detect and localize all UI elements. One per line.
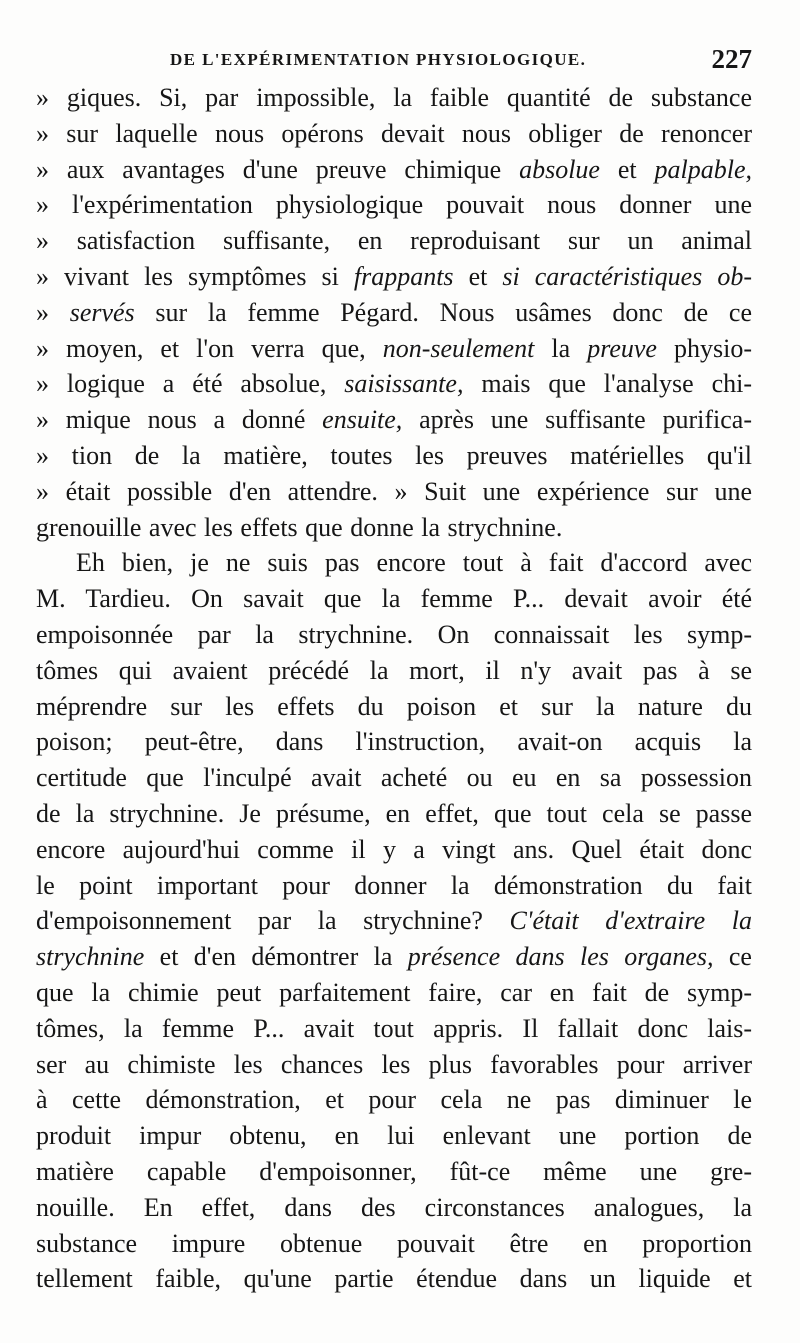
text-line [36, 832, 752, 868]
text-span: nouille. En effet, dans des circonstances analogues, la [36, 1192, 752, 1222]
body-text [36, 80, 752, 1297]
text-span: poison; peut-être, dans l'instruction, avait-on acquis la [36, 727, 752, 757]
text-span: tômes qui avaient précédé la mort, il n'y avait pas à se [36, 655, 752, 685]
text-line [36, 545, 752, 581]
text-span: » giques. Si, par impossible, la faible quantité de substance [36, 83, 752, 112]
text-span: méprendre sur les effets du poison et sur la nature du [36, 691, 752, 721]
text-span: ce [713, 942, 752, 972]
text-line [36, 1154, 752, 1190]
text-line [36, 402, 752, 438]
italic-text: C'était d'extraire la [509, 906, 752, 936]
text-line [36, 868, 752, 904]
text-span: » aux avantages d'une preuve chimique [36, 154, 520, 184]
text-line [36, 223, 752, 259]
text-line [36, 474, 752, 510]
text-span: physio- [656, 333, 753, 363]
text-span: encore aujourd'hui comme il y a vingt ans. Quel était donc [36, 834, 752, 864]
italic-text: servés [69, 297, 135, 327]
text-span: substance impure obtenue pouvait être en proportion [36, 1228, 752, 1258]
text-line [36, 152, 752, 188]
text-line [36, 331, 752, 367]
page-number: 227 [711, 44, 752, 74]
text-line [36, 1047, 752, 1083]
italic-text: palpable, [654, 154, 753, 184]
text-line [36, 1011, 752, 1047]
text-line [36, 510, 752, 546]
italic-text: strychnine [36, 942, 145, 972]
italic-text: non-seulement [382, 333, 535, 363]
text-span: M. Tardieu. On savait que la femme P... devait avoir été [36, 584, 752, 614]
text-span: » était possible d'en attendre. » Suit une expérience sur une [36, 476, 752, 506]
text-span: grenouille avec les effets que donne la strychnine. [36, 512, 563, 542]
text-line [36, 1226, 752, 1262]
text-line [36, 1261, 752, 1297]
text-line [36, 187, 752, 223]
text-line [36, 975, 752, 1011]
text-line [36, 295, 752, 331]
text-span: et [453, 261, 503, 291]
text-span: » satisfaction suffisante, en reproduisant sur un animal [36, 226, 752, 256]
text-span: à cette démonstration, et pour cela ne pas diminuer le [36, 1085, 752, 1115]
text-line [36, 939, 752, 975]
text-span: » logique a été absolue, [36, 369, 345, 399]
text-span: produit impur obtenu, en lui enlevant une portion de [36, 1121, 752, 1151]
text-line [36, 724, 752, 760]
text-line [36, 259, 752, 295]
page-header [170, 44, 780, 80]
text-line [36, 796, 752, 832]
italic-text: ensuite, [322, 405, 403, 435]
text-span: tellement faible, qu'une partie étendue dans un liquide et [36, 1264, 752, 1294]
text-span: et d'en démontrer la [144, 942, 408, 972]
text-span: » mique nous a donné [36, 405, 323, 435]
text-line [36, 116, 752, 152]
text-line [36, 1118, 752, 1154]
italic-text: preuve [587, 333, 657, 363]
text-line [36, 581, 752, 617]
text-span: matière capable d'empoisonner, fût-ce même une gre- [36, 1156, 752, 1186]
text-span: » l'expérimentation physiologique pouvait nous donner une [36, 190, 752, 220]
italic-text: saisissante, [344, 369, 464, 399]
text-span: que la chimie peut parfaitement faire, car en fait de symp- [36, 977, 752, 1007]
text-span: après une suffisante purifica- [402, 405, 752, 435]
text-span: le point important pour donner la démonstration du fait [36, 870, 752, 900]
text-line [36, 438, 752, 474]
text-line [36, 1190, 752, 1226]
text-span: » [36, 297, 70, 327]
text-line [36, 760, 752, 796]
italic-text: frappants [353, 261, 454, 291]
text-line [36, 80, 752, 116]
text-span: empoisonnée par la strychnine. On connaissait les symp- [36, 619, 752, 649]
text-line [36, 1082, 752, 1118]
text-span: d'empoisonnement par la strychnine? [36, 906, 510, 936]
text-span: » vivant les symptômes si [36, 261, 354, 291]
italic-text: si caractéristiques ob- [502, 261, 752, 291]
text-span: » tion de la matière, toutes les preuves matérielles qu'il [36, 440, 752, 470]
text-span: mais que l'analyse chi- [463, 369, 752, 399]
text-span: certitude que l'inculpé avait acheté ou eu en sa possession [36, 763, 752, 793]
text-span: » sur laquelle nous opérons devait nous obliger de renoncer [36, 118, 752, 148]
text-line [36, 903, 752, 939]
text-line [36, 653, 752, 689]
text-span: de la strychnine. Je présume, en effet, que tout cela se passe [36, 798, 752, 828]
text-span: la [534, 333, 588, 363]
text-span: Eh bien, je ne suis pas encore tout à fait d'accord avec [76, 548, 752, 578]
text-line [36, 689, 752, 725]
italic-text: présence dans les organes, [407, 942, 714, 972]
text-span: sur la femme Pégard. Nous usâmes donc de ce [134, 297, 752, 327]
running-head: DE L'EXPÉRIMENTATION PHYSIOLOGIQUE. [170, 50, 587, 69]
text-span: » moyen, et l'on verra que, [36, 333, 383, 363]
text-line [36, 366, 752, 402]
text-span: tômes, la femme P... avait tout appris. Il fallait donc lais- [36, 1013, 752, 1043]
italic-text: absolue [519, 154, 600, 184]
text-span: et [599, 154, 655, 184]
text-span: ser au chimiste les chances les plus favorables pour arriver [36, 1049, 752, 1079]
text-line [36, 617, 752, 653]
